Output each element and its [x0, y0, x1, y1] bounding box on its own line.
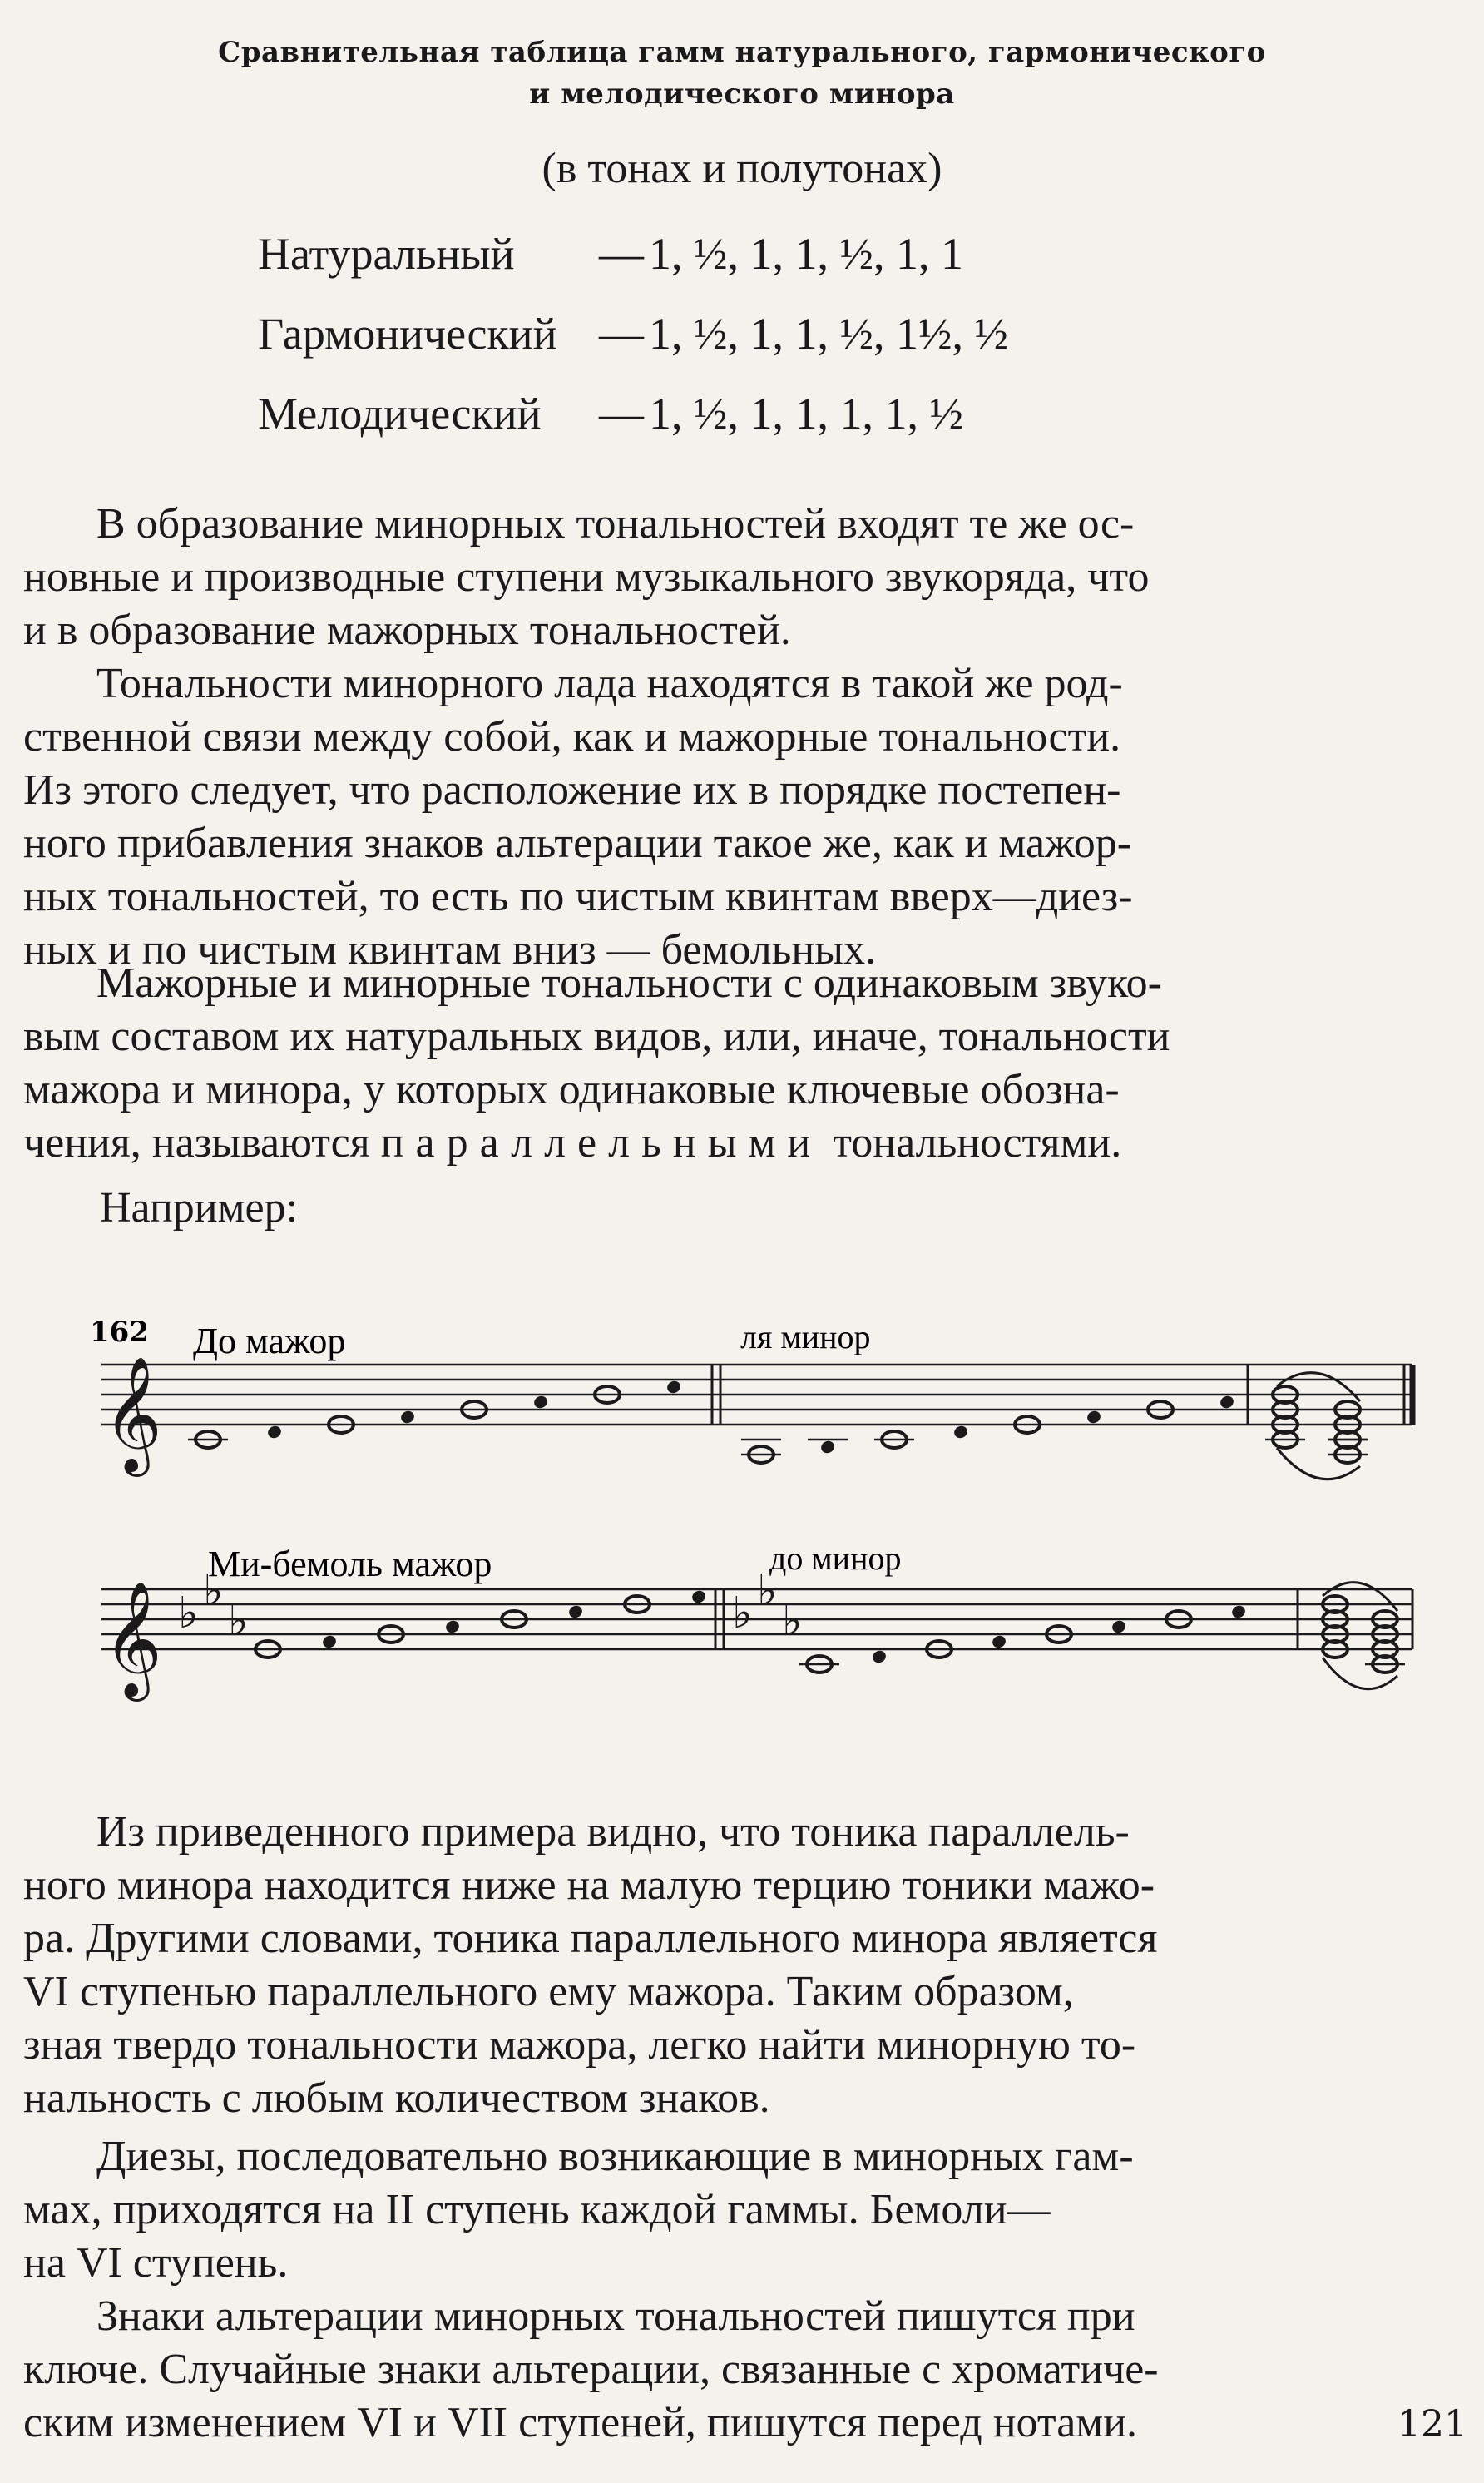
text-line: ных тональностей, то есть по чистым квинтам вверх—диез- — [23, 873, 1133, 920]
scale-dash: — — [599, 229, 644, 279]
label-a-minor: ля минор — [740, 1318, 871, 1355]
text-fragment: чения, называются — [23, 1119, 370, 1167]
text-line: мах, приходятся на II ступень каждой гаммы. Бемоли— — [23, 2186, 1051, 2233]
paragraph-2 — [23, 657, 1446, 977]
text-line: ственной связи между собой, как и мажорные тональности. — [23, 713, 1121, 761]
flat-sign: ♭ — [228, 1596, 249, 1646]
black-note — [266, 1424, 283, 1440]
scale-name: Мелодический — [258, 389, 542, 439]
black-note — [567, 1603, 584, 1619]
page-number: 121 — [1397, 2403, 1467, 2446]
title-line-2: и мелодического минора — [529, 77, 955, 111]
black-note — [819, 1439, 836, 1455]
black-note — [444, 1618, 461, 1634]
example-label: Например: — [100, 1184, 299, 1232]
flat-sign: ♭ — [178, 1588, 199, 1638]
text-line: Тональности минорного лада находятся в такой же род- — [96, 660, 1123, 707]
black-note — [532, 1394, 549, 1410]
black-note — [1111, 1618, 1127, 1634]
text-line: ного минора находится ниже на малую терцию тоники мажо- — [23, 1861, 1155, 1909]
flat-sign: ♭ — [732, 1588, 753, 1638]
text-fragment: тональностями. — [833, 1119, 1122, 1167]
black-note — [321, 1633, 338, 1649]
text-line: зная твердо тональности мажора, легко найти минорную то- — [23, 2021, 1136, 2069]
text-line — [23, 1117, 1446, 1170]
text-line: Из этого следует, что расположение их в порядке постепен- — [23, 766, 1121, 814]
table-title — [0, 32, 1484, 115]
label-eb-major: Ми-бемоль мажор — [208, 1544, 492, 1584]
text-line: Знаки альтерации минорных тональностей пишутся при — [96, 2292, 1135, 2340]
black-note — [991, 1633, 1007, 1649]
text-line: Мажорные и минорные тональности с одинаковым звуко- — [96, 959, 1162, 1007]
text-line: новные и производные ступени музыкального звукоряда, что — [23, 553, 1150, 601]
black-note — [399, 1409, 416, 1425]
scale-values: 1, ½, 1, 1, ½, 1, 1 — [649, 229, 963, 279]
paragraph-3 — [23, 957, 1446, 1170]
scale-dash: — — [599, 309, 644, 359]
black-note — [871, 1648, 888, 1664]
black-note — [1086, 1409, 1102, 1425]
text-line: нальность с любым количеством знаков. — [23, 2074, 770, 2122]
flat-sign: ♭ — [757, 1566, 778, 1616]
text-line: вым составом их натуральных видов, или, иначе, тональности — [23, 1013, 1170, 1060]
scale-values: 1, ½, 1, 1, ½, 1½, ½ — [649, 309, 1008, 359]
text-line: на VI ступень. — [23, 2239, 289, 2287]
example-number: 162 — [90, 1316, 149, 1349]
text-line: В образование минорных тональностей входят те же ос- — [96, 500, 1135, 548]
staff-1 — [101, 1356, 1412, 1479]
text-line: мажора и минора, у которых одинаковые ключевые обозна- — [23, 1066, 1120, 1113]
text-line: VI ступенью параллельного ему мажора. Таким образом, — [23, 1968, 1074, 2015]
treble-clef-icon: 𝄞 — [103, 1581, 162, 1697]
flat-sign: ♭ — [782, 1596, 803, 1646]
text-line: Из приведенного примера видно, что тоника параллель- — [96, 1808, 1130, 1856]
emphasized-term: параллельными — [380, 1119, 823, 1167]
black-note — [952, 1424, 969, 1440]
scale-name: Натуральный — [258, 229, 515, 279]
paragraph-4 — [23, 1806, 1446, 2125]
music-example — [0, 1281, 1484, 1747]
label-c-major: До мажор — [193, 1321, 346, 1361]
text-line: и в образование мажорных тональностей. — [23, 607, 791, 654]
text-line: ским изменением VI и VII ступеней, пишутся перед нотами. — [23, 2399, 1138, 2446]
flat-sign: ♭ — [203, 1566, 224, 1616]
table-subtitle: (в тонах и полутонах) — [542, 145, 942, 192]
black-note — [1230, 1603, 1247, 1619]
scale-dash: — — [599, 389, 644, 439]
text-line: ного прибавления знаков альтерации такое же, как и мажор- — [23, 820, 1132, 867]
black-note — [690, 1588, 707, 1604]
text-line: Диезы, последовательно возникающие в минорных гам- — [96, 2133, 1134, 2180]
scale-name: Гармонический — [258, 309, 557, 359]
paragraph-5 — [23, 2130, 1446, 2290]
treble-clef-icon: 𝄞 — [103, 1356, 162, 1472]
paragraph-1 — [23, 498, 1446, 657]
text-line: ных и по чистым квинтам вниз — бемольных. — [23, 926, 877, 974]
black-note — [1219, 1394, 1235, 1410]
title-line-1: Сравнительная таблица гамм натурального, гармонического — [218, 36, 1266, 69]
scale-values: 1, ½, 1, 1, 1, 1, ½ — [649, 389, 963, 439]
black-note — [665, 1379, 682, 1395]
paragraph-6 — [23, 2290, 1446, 2450]
staff-2 — [101, 1566, 1412, 1702]
label-c-minor: до минор — [769, 1539, 902, 1577]
text-line: ключе. Случайные знаки альтерации, связанные с хроматиче- — [23, 2346, 1159, 2393]
text-line: ра. Другими словами, тоника параллельного минора является — [23, 1915, 1158, 1962]
